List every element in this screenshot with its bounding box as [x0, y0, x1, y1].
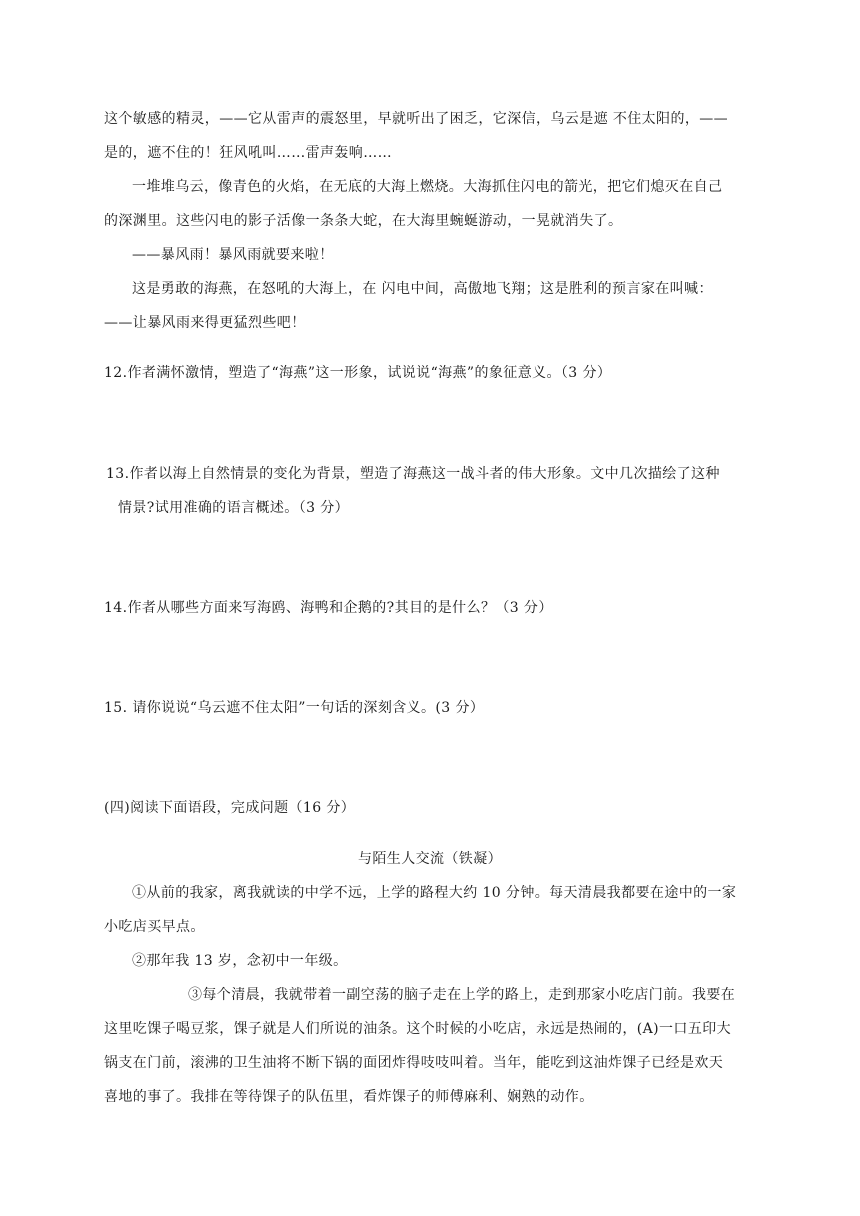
paragraph-line: 这里吃馃子喝豆浆，馃子就是人们所说的油条。这个时候的小吃店，永远是热闹的，(A)一口五印大	[104, 1021, 732, 1037]
poem-line: 的深渊里。这些闪电的影子活像一条条大蛇，在大海里蜿蜒游动，一晃就消失了。	[104, 213, 623, 229]
question-13-continued: 情景?试用准确的语言概述。（3 分）	[118, 500, 350, 516]
question-15: 15. 请你说说“乌云遮不住太阳”一句话的深刻含义。(3 分）	[104, 700, 485, 716]
question-12: 12.作者满怀激情，塑造了“海燕”这一形象，试说说“海燕”的象征意义。（3 分）	[104, 365, 612, 381]
paragraph-line: ①从前的我家，离我就读的中学不远，上学的路程大约 10 分钟。每天清晨我都要在途中的一家	[132, 885, 737, 901]
poem-line: 这是勇敢的海燕，在怒吼的大海上，在 闪电中间，高傲地飞翔；这是胜利的预言家在叫喊：	[132, 281, 713, 297]
paragraph-line: 锅支在门前，滚沸的卫生油将不断下锅的面团炸得吱吱叫着。当年，能吃到这油炸馃子已经是欢天	[104, 1055, 724, 1071]
paragraph-line: 喜地的事了。我排在等待馃子的队伍里，看炸馃子的师傅麻利、娴熟的动作。	[104, 1089, 594, 1105]
poem-line: ——让暴风雨来得更猛烈些吧！	[104, 315, 306, 331]
paragraph-line: ②那年我 13 岁，念初中一年级。	[132, 953, 348, 969]
article-title: 与陌生人交流（铁凝）	[358, 851, 502, 867]
poem-line: 是的，遮不住的！狂风吼叫……雷声轰响……	[104, 145, 392, 161]
question-14: 14.作者从哪些方面来写海鸥、海鸭和企鹅的?其目的是什么？（3 分）	[104, 600, 553, 616]
poem-line: 一堆堆乌云，像青色的火焰，在无底的大海上燃烧。大海抓住闪电的箭光，把它们熄灭在自己	[132, 179, 723, 195]
poem-line: ——暴风雨！暴风雨就要来啦！	[132, 247, 334, 263]
paragraph-line: ③每个清晨，我就带着一副空荡的脑子走在上学的路上，走到那家小吃店门前。我要在	[188, 987, 736, 1003]
poem-line: 这个敏感的精灵，——它从雷声的震怒里，早就听出了困乏，它深信，乌云是遮 不住太阳的，——	[104, 111, 729, 127]
question-13: 13.作者以海上自然情景的变化为背景，塑造了海燕这一战斗者的伟大形象。文中几次描绘了这种	[106, 466, 720, 482]
section-heading: (四)阅读下面语段，完成问题（16 分）	[104, 800, 356, 816]
paragraph-line: 小吃店买早点。	[104, 919, 205, 935]
